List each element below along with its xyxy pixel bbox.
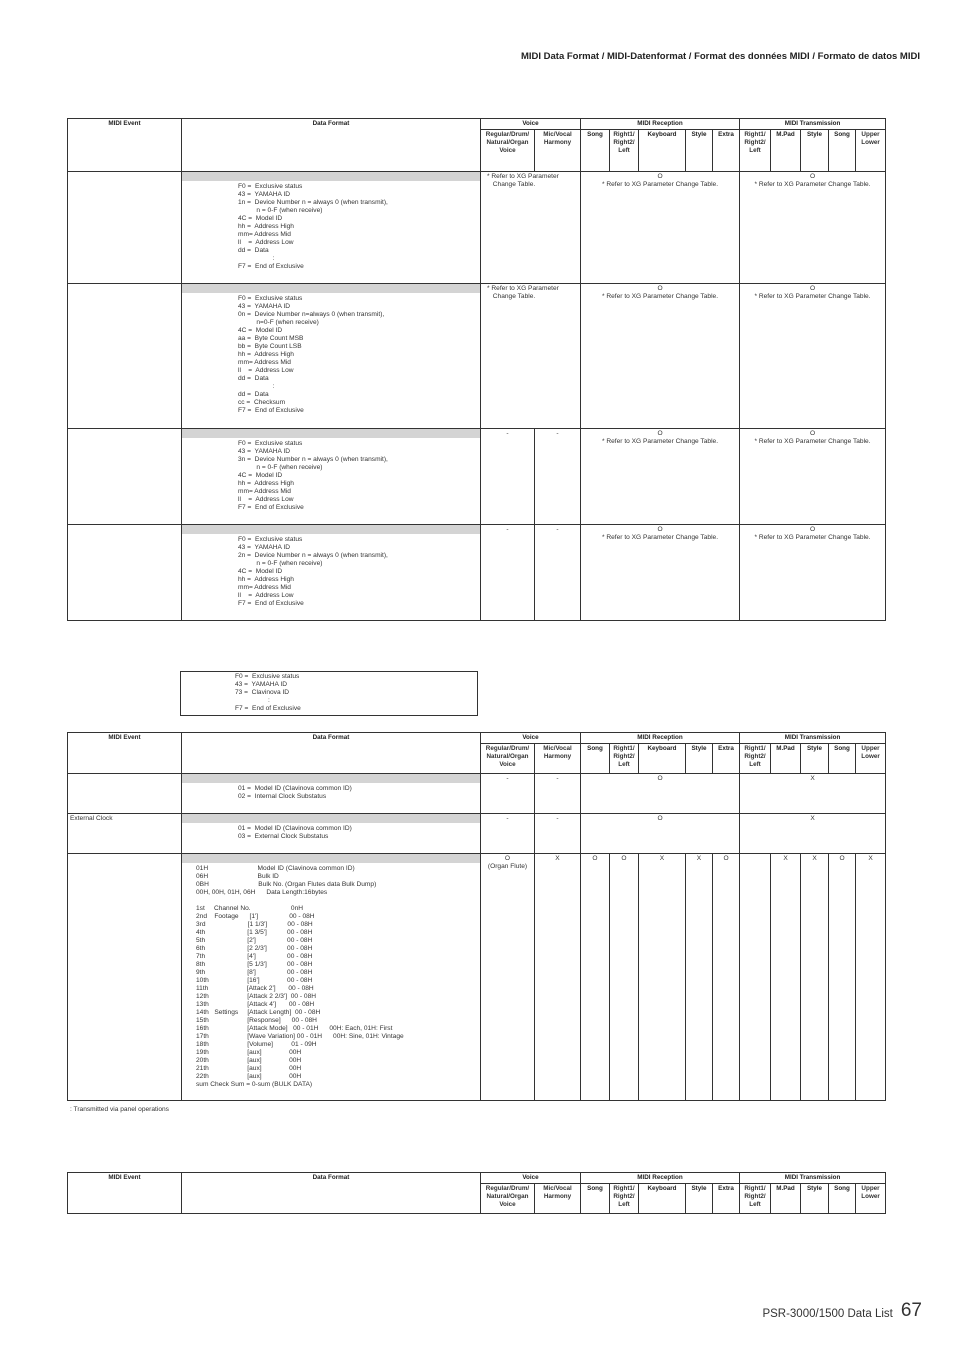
gray-bar (182, 854, 480, 863)
col-extra: Extra (713, 130, 740, 172)
col-song: Song (581, 130, 610, 172)
data-format-text: 01 = Model ID (Clavinova common ID) 03 = External Clock Substatus (238, 825, 352, 840)
col-right-left: Right1/ Right2/ Left (610, 744, 639, 774)
reception-symbol: O (657, 285, 663, 292)
gray-bar (182, 284, 480, 293)
col-song: Song (581, 744, 610, 774)
col-data-format: Data Format (182, 1173, 481, 1214)
table-header-row (68, 119, 886, 130)
col-midi-transmission: MIDI Transmission (740, 119, 886, 130)
col-regular-voice: Regular/Drum/ Natural/Organ Voice (481, 744, 535, 774)
footnote: : Transmitted via panel operations (70, 1106, 169, 1113)
midi-event-cell (68, 284, 182, 429)
midi-event-cell (68, 774, 182, 814)
clavinova-table (67, 732, 886, 1101)
sysex-table-3 (67, 1172, 886, 1214)
voice-cell: - (481, 429, 535, 525)
table-row (68, 172, 886, 284)
voice-note: * Refer to XG Parameter Change Table. (487, 285, 559, 300)
song-rx-cell: O (581, 854, 610, 1101)
reception-note: * Refer to XG Parameter Change Table. (601, 293, 719, 300)
organ-flute-bulk-format: 01H Model ID (Clavinova common ID) 06H Bulk ID 0BH Bulk No. (Organ Flutes data Bulk Dump) 00H, 00H, 01H, 06H Data Length:16bytes 1st Channel No. 0nH 2nd Footage [1'] 00 - 08H 3rd [1 1/3'] 00 - 08H 4th [1 3/5'] 00 - 08H 5th [2'] 00 - 08H 6th [2 2/3'] 00 - 08H 7th [4'] 00 - 08H 8th [5 1/3'] 00 - 08H 9th [8'] 00 - 08H 10th [16'] 00 - 08H 11th [Attack 2'] 00 - 08H 12th [Attack 2 2/3'] 00 - 08H 13th [Attack 4'] 00 - 08H 14th Settings [Attack Length] 00 - 08H 15th [Response] 00 - 08H 16th [Attack Mode] 00 - 01H 00H: Each, 01H: First 17th [Wave Variation] 00 - 01H 00H: Sine, 01H: Vintage 18th [Volume] 01 - 09H 19th [aux] 00H 20th [aux] 00H 21th [aux] 00H 22th [aux] 00H sum Check Sum = 0-sum (BULK DATA) (196, 865, 404, 1088)
sysex-table-1 (67, 118, 886, 621)
clavinova-format-text: F0 = Exclusive status 43 = YAMAHA ID 73 = Clavinova ID : F7 = End of Exclusive (235, 673, 301, 712)
col-right-left: Right1/ Right2/ Left (610, 130, 639, 172)
col-right-left-tx: Right1/ Right2/ Left (740, 130, 771, 172)
reception-symbol: O (657, 526, 663, 533)
gray-bar (182, 814, 480, 823)
col-upper-lower: Upper Lower (856, 1184, 886, 1214)
col-upper-lower: Upper Lower (856, 744, 886, 774)
voice-note: * Refer to XG Parameter Change Table. (487, 173, 559, 188)
table-row (68, 854, 886, 1101)
col-keyboard: Keyboard (639, 130, 686, 172)
data-format-text: F0 = Exclusive status 43 = YAMAHA ID 1n = Device Number n = always 0 (when transmit), n = 0-F (when receive) 4C = Model ID hh = Address High mm= Address Mid ll = Address Low dd = Data : F7 = End of Exclusive (238, 183, 388, 270)
col-mic-vocal: Mic/Vocal Harmony (535, 744, 581, 774)
midi-event-cell: External Clock (68, 814, 182, 854)
reception-symbol: O (657, 173, 663, 180)
page-footer (762, 1300, 922, 1322)
style-rx-cell: X (686, 854, 713, 1101)
col-keyboard: Keyboard (639, 744, 686, 774)
song-tx-cell: O (829, 854, 856, 1101)
table-header-row (68, 733, 886, 744)
col-song: Song (581, 1184, 610, 1214)
gray-bar (182, 172, 480, 181)
mic-cell: - (535, 814, 581, 854)
midi-event-cell (68, 172, 182, 284)
col-mic-vocal: Mic/Vocal Harmony (535, 130, 581, 172)
col-right-left: Right1/ Right2/ Left (610, 1184, 639, 1214)
col-song-tx: Song (829, 130, 856, 172)
mic-cell: - (535, 525, 581, 621)
transmission-symbol: O (809, 526, 816, 533)
col-regular-voice: Regular/Drum/ Natural/Organ Voice (481, 1184, 535, 1214)
col-data-format: Data Format (182, 733, 481, 774)
gray-bar (182, 429, 480, 438)
col-mic-vocal: Mic/Vocal Harmony (535, 1184, 581, 1214)
midi-event-cell (68, 854, 182, 1101)
clavinova-exclusive-box (180, 671, 478, 716)
table-header-row (68, 1173, 886, 1184)
mpad-tx-cell: X (771, 854, 801, 1101)
col-voice: Voice (481, 1173, 581, 1184)
voice-cell: O (Organ Flute) (481, 854, 535, 1101)
keyboard-rx-cell: X (639, 854, 686, 1101)
transmission-symbol: X (740, 814, 886, 854)
table-row (68, 814, 886, 854)
mic-cell: X (535, 854, 581, 1101)
table-row (68, 429, 886, 525)
reception-note: * Refer to XG Parameter Change Table. (601, 181, 719, 188)
col-style-tx: Style (801, 744, 829, 774)
col-upper-lower: Upper Lower (856, 130, 886, 172)
reception-symbol: O (581, 814, 740, 854)
midi-event-cell (68, 429, 182, 525)
transmission-note: * Refer to XG Parameter Change Table. (754, 534, 871, 541)
page-number: 67 (900, 1300, 922, 1321)
transmission-symbol: X (740, 774, 886, 814)
col-extra: Extra (713, 744, 740, 774)
transmission-note: * Refer to XG Parameter Change Table. (754, 293, 871, 300)
voice-cell: - (481, 814, 535, 854)
col-right-left-tx: Right1/ Right2/ Left (740, 1184, 771, 1214)
style-tx-cell: X (801, 854, 829, 1101)
table-row (68, 525, 886, 621)
data-format-text: F0 = Exclusive status 43 = YAMAHA ID 0n = Device Number n=always 0 (when transmit), n=0-F (when receive) 4C = Model ID aa = Byte Count MSB bb = Byte Count LSB hh = Address High mm= Address Mid ll = Address Low dd = Data : dd = Data cc = Checksum F7 = End of Exclusive (238, 295, 385, 414)
data-format-text: F0 = Exclusive status 43 = YAMAHA ID 2n = Device Number n = always 0 (when transmit), n = 0-F (when receive) 4C = Model ID hh = Address High mm= Address Mid ll = Address Low F7 = End of Exclusive (238, 536, 388, 607)
page-header-title: MIDI Data Format / MIDI-Datenformat / Format des données MIDI / Formato de datos MIDI (520, 51, 920, 62)
mic-cell: - (535, 774, 581, 814)
col-style: Style (686, 130, 713, 172)
transmission-symbol: O (809, 173, 816, 180)
col-mpad: M.Pad (771, 130, 801, 172)
col-style-tx: Style (801, 1184, 829, 1214)
table-row (68, 774, 886, 814)
col-midi-event: MIDI Event (68, 1173, 182, 1214)
extra-rx-cell: O (713, 854, 740, 1101)
col-midi-event: MIDI Event (68, 733, 182, 774)
col-regular-voice: Regular/Drum/ Natural/Organ Voice (481, 130, 535, 172)
mic-cell: - (535, 429, 581, 525)
col-mpad: M.Pad (771, 1184, 801, 1214)
data-format-text: F0 = Exclusive status 43 = YAMAHA ID 3n = Device Number n = always 0 (when transmit), n = 0-F (when receive) 4C = Model ID hh = Address High mm= Address Mid ll = Address Low F7 = End of Exclusive (238, 440, 388, 511)
reception-symbol: O (581, 774, 740, 814)
col-midi-reception: MIDI Reception (581, 1173, 740, 1184)
transmission-symbol: O (809, 430, 816, 437)
col-extra: Extra (713, 1184, 740, 1214)
col-midi-event: MIDI Event (68, 119, 182, 172)
col-data-format: Data Format (182, 119, 481, 172)
table-row (68, 284, 886, 429)
col-style: Style (686, 744, 713, 774)
reception-note: * Refer to XG Parameter Change Table. (601, 438, 719, 445)
right-tx-cell (740, 854, 771, 1101)
col-keyboard: Keyboard (639, 1184, 686, 1214)
col-voice: Voice (481, 733, 581, 744)
col-midi-reception: MIDI Reception (581, 119, 740, 130)
voice-cell: - (481, 525, 535, 621)
gray-bar (182, 525, 480, 534)
transmission-symbol: O (809, 285, 816, 292)
col-midi-reception: MIDI Reception (581, 733, 740, 744)
data-format-text: 01 = Model ID (Clavinova common ID) 02 = Internal Clock Substatus (238, 785, 352, 800)
reception-symbol: O (657, 430, 663, 437)
right-rx-cell: O (610, 854, 639, 1101)
col-right-left-tx: Right1/ Right2/ Left (740, 744, 771, 774)
reception-note: * Refer to XG Parameter Change Table. (601, 534, 719, 541)
gray-bar (182, 774, 480, 783)
col-song-tx: Song (829, 744, 856, 774)
col-style: Style (686, 1184, 713, 1214)
voice-cell: - (481, 774, 535, 814)
col-style-tx: Style (801, 130, 829, 172)
footer-doc-title: PSR-3000/1500 Data List (762, 1308, 893, 1320)
upper-tx-cell: X (856, 854, 886, 1101)
col-mpad: M.Pad (771, 744, 801, 774)
col-song-tx: Song (829, 1184, 856, 1214)
transmission-note: * Refer to XG Parameter Change Table. (754, 181, 871, 188)
col-midi-transmission: MIDI Transmission (740, 733, 886, 744)
transmission-note: * Refer to XG Parameter Change Table. (754, 438, 871, 445)
midi-event-cell (68, 525, 182, 621)
col-voice: Voice (481, 119, 581, 130)
col-midi-transmission: MIDI Transmission (740, 1173, 886, 1184)
